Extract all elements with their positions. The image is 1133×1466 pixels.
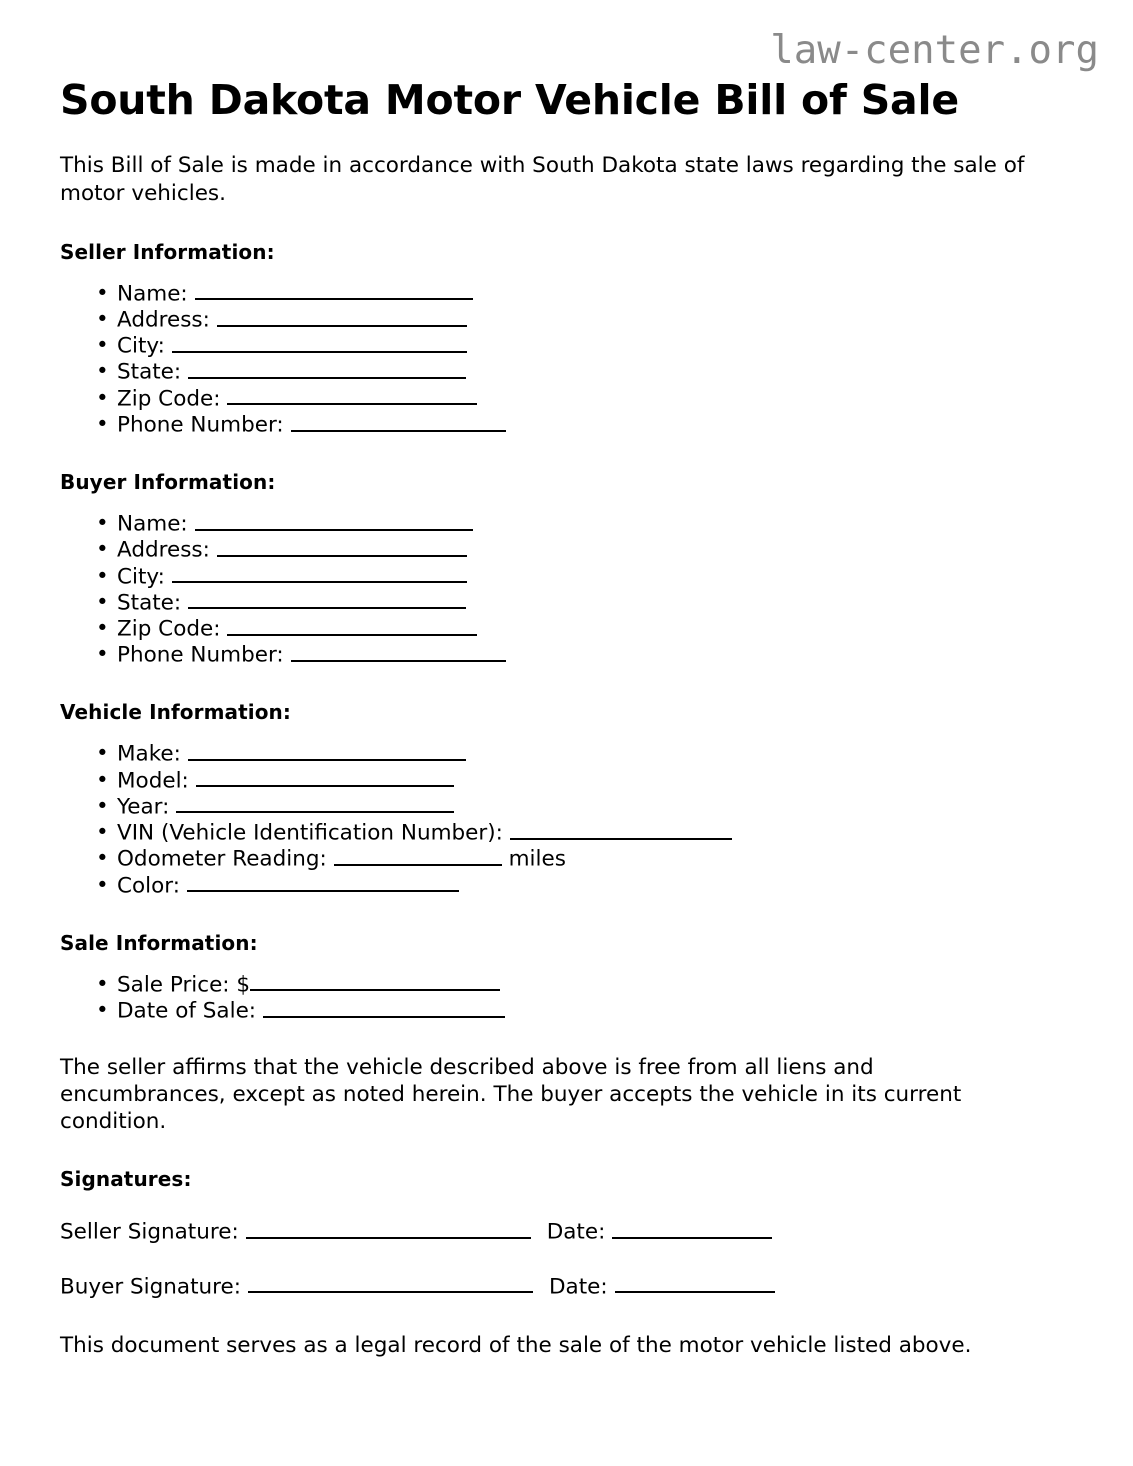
fill-in-blank[interactable]: [263, 998, 505, 1018]
list-item: [60, 820, 1070, 846]
list-item: [60, 768, 1070, 794]
document-content: [60, 0, 1070, 1360]
field-label: Name:: [117, 281, 188, 307]
fill-in-blank[interactable]: [188, 359, 466, 379]
sale-field-list: [60, 955, 1070, 1024]
affirmation-paragraph: The seller affirms that the vehicle described above is free from all liens and encumbrances, except as noted herein. The buyer accepts the vehicle in its current condition.: [60, 1055, 962, 1135]
fill-in-blank[interactable]: [196, 768, 454, 788]
list-item: [60, 846, 1070, 872]
list-item: [60, 564, 1070, 590]
field-label: State:: [117, 590, 182, 616]
section-heading-seller: Seller Information:: [60, 239, 275, 264]
fill-in-blank[interactable]: [217, 307, 467, 327]
signature-label: Buyer Signature:: [60, 1274, 241, 1300]
fill-in-blank[interactable]: [250, 972, 500, 992]
section-heading-signatures: Signatures:: [60, 1167, 192, 1192]
signature-row: [60, 1191, 1070, 1245]
field-label: Make:: [117, 742, 181, 768]
fill-in-blank[interactable]: [188, 741, 466, 761]
signature-row: [60, 1246, 1070, 1300]
fill-in-blank[interactable]: [188, 590, 466, 610]
list-item: [60, 307, 1070, 333]
signature-blank[interactable]: [246, 1219, 531, 1239]
fill-in-blank[interactable]: [510, 820, 732, 840]
list-item: [60, 386, 1070, 412]
list-item: [60, 616, 1070, 642]
field-label: Zip Code:: [117, 386, 221, 412]
field-label: Address:: [117, 307, 210, 333]
fill-in-blank[interactable]: [195, 511, 473, 531]
fill-in-blank[interactable]: [227, 386, 477, 406]
fill-in-blank[interactable]: [334, 846, 502, 866]
buyer-field-list: [60, 494, 1070, 668]
fill-in-blank[interactable]: [291, 642, 506, 662]
fill-in-blank[interactable]: [172, 564, 467, 584]
site-watermark: law-center.org: [770, 28, 1099, 73]
seller-field-list: [60, 264, 1070, 438]
date-blank[interactable]: [615, 1274, 775, 1294]
field-label: Color:: [117, 873, 180, 899]
list-item: [60, 998, 1070, 1024]
field-label: Sale Price: $: [117, 972, 251, 998]
intro-paragraph: This Bill of Sale is made in accordance with South Dakota state laws regarding the sale of motor vehicles.: [60, 152, 1025, 206]
list-item: [60, 511, 1070, 537]
signature-label: Seller Signature:: [60, 1220, 239, 1246]
list-item: [60, 412, 1070, 438]
field-label: Model:: [117, 768, 189, 794]
fill-in-blank[interactable]: [217, 537, 467, 557]
field-label: City:: [117, 564, 165, 590]
field-label: Phone Number:: [117, 412, 284, 438]
field-label: Name:: [117, 511, 188, 537]
field-label: City:: [117, 333, 165, 359]
page-title: South Dakota Motor Vehicle Bill of Sale: [60, 76, 959, 124]
signature-blank[interactable]: [248, 1274, 533, 1294]
list-item: [60, 741, 1070, 767]
list-item: [60, 537, 1070, 563]
date-label: Date:: [546, 1220, 606, 1246]
list-item: [60, 333, 1070, 359]
field-label: Date of Sale:: [117, 998, 257, 1024]
field-label: Phone Number:: [117, 642, 284, 668]
section-heading-sale: Sale Information:: [60, 930, 258, 955]
date-label: Date:: [548, 1274, 608, 1300]
list-item: [60, 794, 1070, 820]
field-suffix: miles: [501, 846, 566, 872]
field-label: Zip Code:: [117, 616, 221, 642]
section-heading-vehicle: Vehicle Information:: [60, 700, 291, 725]
date-blank[interactable]: [612, 1219, 772, 1239]
fill-in-blank[interactable]: [227, 616, 477, 636]
list-item: [60, 359, 1070, 385]
fill-in-blank[interactable]: [172, 333, 467, 353]
fill-in-blank[interactable]: [176, 794, 454, 814]
section-heading-buyer: Buyer Information:: [60, 470, 276, 495]
list-item: [60, 281, 1070, 307]
field-label: Year:: [117, 794, 170, 820]
list-item: [60, 873, 1070, 899]
field-label: VIN (Vehicle Identification Number):: [117, 820, 503, 846]
list-item: [60, 590, 1070, 616]
closing-paragraph: This document serves as a legal record of the sale of the motor vehicle listed above.: [60, 1332, 972, 1358]
field-label: State:: [117, 360, 182, 386]
vehicle-field-list: [60, 724, 1070, 898]
fill-in-blank[interactable]: [291, 412, 506, 432]
field-label: Address:: [117, 537, 210, 563]
fill-in-blank[interactable]: [187, 873, 459, 893]
list-item: [60, 972, 1070, 998]
field-label: Odometer Reading:: [117, 846, 327, 872]
fill-in-blank[interactable]: [195, 281, 473, 301]
signature-rows: [60, 1191, 1070, 1299]
list-item: [60, 642, 1070, 668]
